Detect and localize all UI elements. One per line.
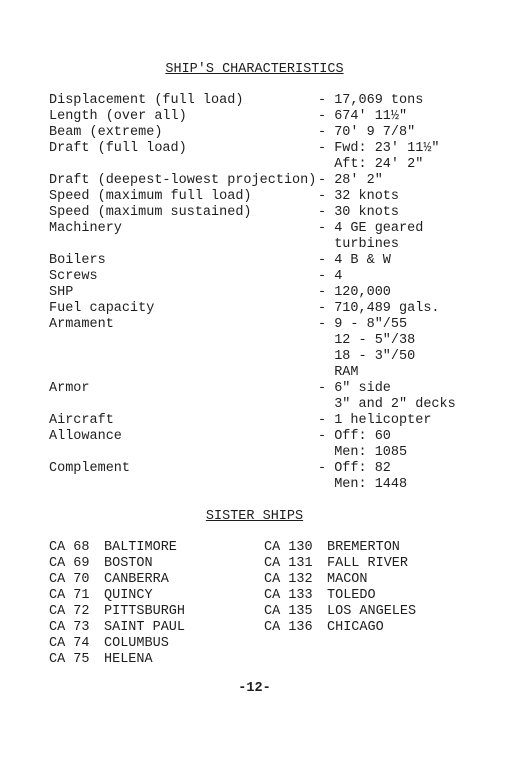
characteristic-label: Machinery: [49, 221, 122, 236]
sister-ship-name: TOLEDO: [327, 588, 376, 603]
characteristic-value: - 32 knots: [318, 189, 400, 204]
characteristic-value: 3" and 2" decks: [318, 397, 456, 412]
sister-ship-hull: CA 130: [264, 540, 313, 555]
characteristic-row: [0, 397, 509, 413]
characteristic-value: 12 - 5"/38: [318, 333, 416, 348]
sister-ships-title: SISTER SHIPS: [205, 509, 304, 524]
sister-ship-hull: CA 73: [49, 620, 90, 635]
characteristic-row: [0, 429, 509, 445]
characteristic-value: Men: 1448: [318, 477, 408, 492]
characteristic-value: - 710,489 gals.: [318, 301, 440, 316]
sister-ship-hull: CA 74: [49, 636, 90, 651]
characteristic-row: [0, 253, 509, 269]
characteristic-row: [0, 125, 509, 141]
characteristic-label: Armor: [49, 381, 90, 396]
characteristic-row: [0, 93, 509, 109]
sister-ship-name: FALL RIVER: [327, 556, 409, 571]
characteristic-row: [0, 173, 509, 189]
characteristic-row: [0, 445, 509, 461]
sister-ship-hull: CA 133: [264, 588, 313, 603]
characteristic-row: [0, 381, 509, 397]
characteristic-label: Beam (extreme): [49, 125, 163, 140]
characteristic-row: [0, 141, 509, 157]
sister-ship-hull: CA 131: [264, 556, 313, 571]
characteristic-label: Draft (deepest-lowest projection): [49, 173, 317, 188]
characteristic-row: [0, 333, 509, 349]
characteristic-label: Allowance: [49, 429, 122, 444]
characteristic-label: Fuel capacity: [49, 301, 155, 316]
characteristic-label: Complement: [49, 461, 131, 476]
characteristic-label: Screws: [49, 269, 98, 284]
characteristic-value: - 674' 11½": [318, 109, 408, 124]
sister-ship-name: SAINT PAUL: [104, 620, 186, 635]
characteristic-row: [0, 189, 509, 205]
characteristic-value: RAM: [318, 365, 359, 380]
characteristic-value: Men: 1085: [318, 445, 408, 460]
characteristic-row: [0, 413, 509, 429]
sister-ship-name: COLUMBUS: [104, 636, 169, 651]
characteristic-row: [0, 301, 509, 317]
characteristic-value: - 70' 9 7/8": [318, 125, 416, 140]
characteristic-value: - 4 GE geared: [318, 221, 424, 236]
characteristic-label: SHP: [49, 285, 74, 300]
characteristic-label: Armament: [49, 317, 114, 332]
sister-ship-hull: CA 132: [264, 572, 313, 587]
sister-ship-hull: CA 72: [49, 604, 90, 619]
sister-ship-hull: CA 135: [264, 604, 313, 619]
characteristic-row: [0, 157, 509, 173]
page-title: SHIP'S CHARACTERISTICS: [165, 62, 344, 77]
characteristic-row: [0, 269, 509, 285]
characteristic-label: Speed (maximum sustained): [49, 205, 252, 220]
characteristic-row: [0, 349, 509, 365]
sister-ship-hull: CA 68: [49, 540, 90, 555]
characteristic-value: - 17,069 tons: [318, 93, 424, 108]
characteristic-row: [0, 317, 509, 333]
characteristic-value: - 120,000: [318, 285, 391, 300]
characteristic-value: - 4: [318, 269, 343, 284]
page-number: -12-: [238, 681, 271, 696]
sister-ship-name: BREMERTON: [327, 540, 400, 555]
characteristic-row: [0, 477, 509, 493]
characteristic-value: - 30 knots: [318, 205, 400, 220]
characteristic-value: - Fwd: 23' 11½": [318, 141, 440, 156]
sister-ship-name: CHICAGO: [327, 620, 384, 635]
characteristic-label: Aircraft: [49, 413, 114, 428]
characteristic-row: [0, 109, 509, 125]
characteristic-value: - 28' 2": [318, 173, 383, 188]
sister-ship-name: HELENA: [104, 652, 153, 667]
characteristic-label: Boilers: [49, 253, 106, 268]
characteristic-value: turbines: [318, 237, 400, 252]
sister-ship-hull: CA 71: [49, 588, 90, 603]
characteristic-value: - 4 B & W: [318, 253, 391, 268]
characteristic-value: - Off: 60: [318, 429, 391, 444]
sister-ship-name: MACON: [327, 572, 368, 587]
characteristic-row: [0, 285, 509, 301]
characteristic-value: - 1 helicopter: [318, 413, 432, 428]
characteristic-row: [0, 205, 509, 221]
characteristic-value: - 9 - 8"/55: [318, 317, 408, 332]
characteristic-row: [0, 461, 509, 477]
characteristic-value: - Off: 82: [318, 461, 391, 476]
sister-ship-name: BOSTON: [104, 556, 153, 571]
characteristic-label: Speed (maximum full load): [49, 189, 252, 204]
sister-ship-hull: CA 69: [49, 556, 90, 571]
characteristic-row: [0, 221, 509, 237]
characteristic-row: [0, 237, 509, 253]
sister-ship-hull: CA 136: [264, 620, 313, 635]
characteristic-value: - 6" side: [318, 381, 391, 396]
sister-ship-name: LOS ANGELES: [327, 604, 417, 619]
characteristic-row: [0, 365, 509, 381]
characteristic-label: Length (over all): [49, 109, 187, 124]
sister-ship-name: PITTSBURGH: [104, 604, 186, 619]
sister-ship-name: BALTIMORE: [104, 540, 177, 555]
sister-ship-name: CANBERRA: [104, 572, 169, 587]
sister-ship-hull: CA 75: [49, 652, 90, 667]
characteristic-value: Aft: 24' 2": [318, 157, 424, 172]
characteristic-value: 18 - 3"/50: [318, 349, 416, 364]
characteristic-label: Displacement (full load): [49, 93, 244, 108]
characteristic-label: Draft (full load): [49, 141, 187, 156]
sister-ship-name: QUINCY: [104, 588, 153, 603]
sister-ship-hull: CA 70: [49, 572, 90, 587]
